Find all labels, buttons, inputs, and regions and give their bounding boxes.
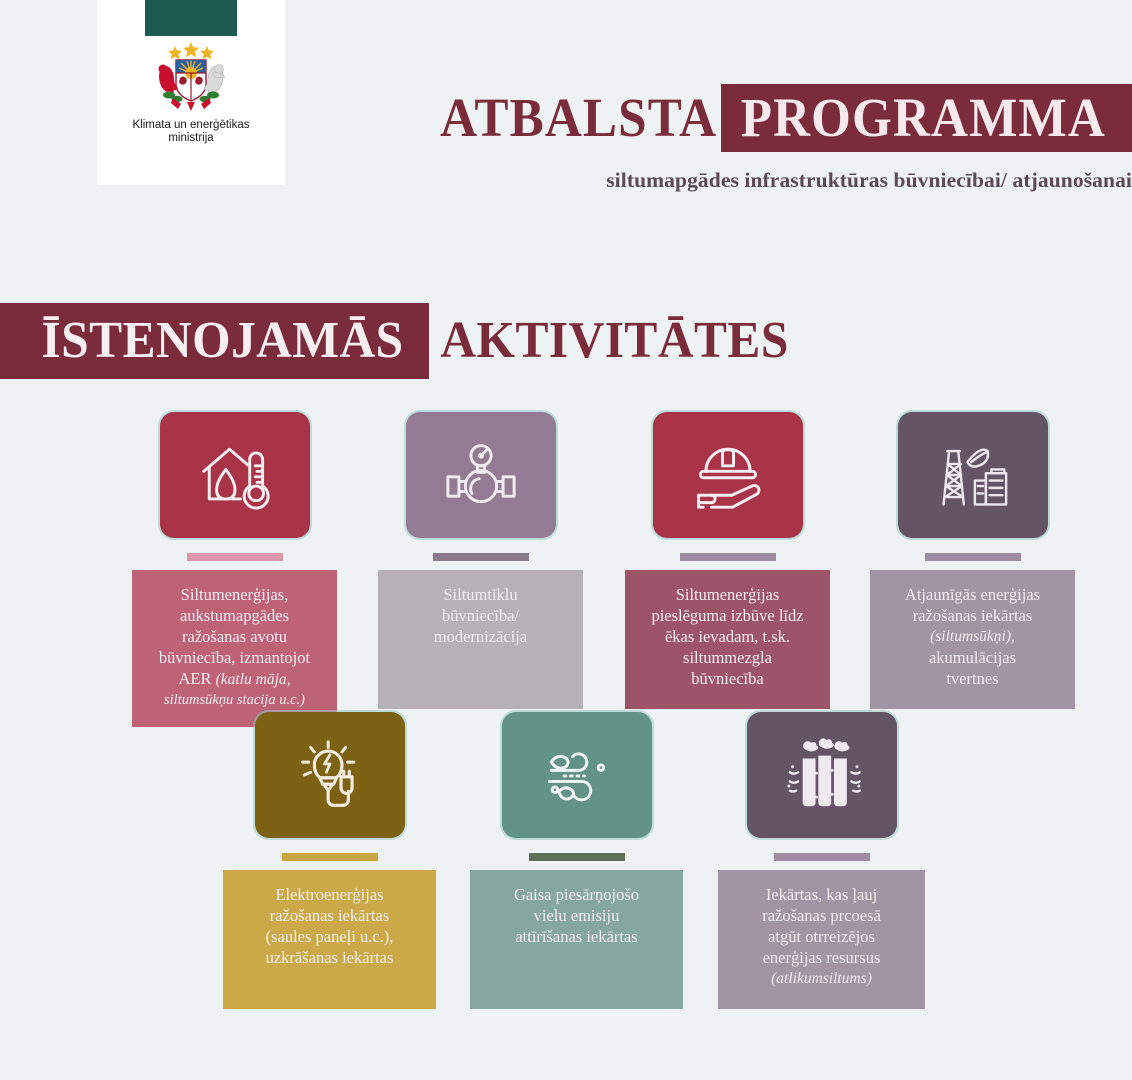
activity-card-text-line: Gaisa piesārņojošo xyxy=(513,885,640,904)
activity-card-text-line: būvniecība xyxy=(691,669,764,688)
activity-card-text-line: Atjaunīgās enerģijas xyxy=(904,585,1041,604)
card-divider-bar xyxy=(774,853,870,861)
activity-card-atjaunigas-energijas-iekartas[interactable] xyxy=(870,412,1075,709)
activity-card-text xyxy=(718,870,925,1009)
activity-card-siltumenergijas-razosanas-avoti[interactable] xyxy=(132,412,337,727)
activity-icon-tile xyxy=(160,412,310,538)
pipe-valve-gauge-icon xyxy=(435,429,527,521)
header xyxy=(0,0,1132,215)
power-tower-leaf-factory-icon xyxy=(927,429,1019,521)
activity-card-text-line: atgūt otrreizējos xyxy=(768,927,875,946)
activity-cards xyxy=(0,412,1132,1012)
ministry-logo-caption xyxy=(111,119,271,145)
activity-card-text-line: vielu emisiju xyxy=(533,906,620,925)
activity-card-text-line: enerģijas resursus xyxy=(762,948,881,967)
subtitle: siltumapgādes infrastruktūras būvniecībai/ atjaunošanai xyxy=(606,168,1132,192)
title-block xyxy=(410,84,1132,214)
activity-icon-tile xyxy=(747,712,897,838)
hardhat-on-hand-icon xyxy=(682,429,774,521)
activity-card-text-line: akumulācijas xyxy=(928,648,1017,667)
activity-card-text-line: ražošanas iekārtas xyxy=(912,606,1033,625)
latvian-coat-of-arms-icon xyxy=(143,40,239,114)
ministry-name-line2: ministrija xyxy=(168,132,214,144)
activity-card-text-line: Siltumenerģijas, xyxy=(180,585,289,604)
activity-card-text-line: Siltumtīklu xyxy=(443,585,518,604)
section-heading xyxy=(0,303,808,379)
activity-cards-row-1 xyxy=(0,412,1132,712)
activity-icon-tile xyxy=(406,412,556,538)
activity-card-text-line: ražošanas iekārtas xyxy=(269,906,390,925)
activity-card-text xyxy=(378,570,583,709)
activity-card-text-line: AER (katlu māja, xyxy=(178,669,291,688)
activity-card-text xyxy=(870,570,1075,709)
smokestacks-icon xyxy=(776,729,868,821)
activity-card-text-line: pieslēguma izbūve līdz xyxy=(651,606,804,625)
activity-icon-tile xyxy=(502,712,652,838)
activity-card-text-line: būvniecība, izmantojot xyxy=(158,648,311,667)
bulb-bolt-plug-icon xyxy=(284,729,376,821)
activity-card-text-line: attīrīšanas iekārtas xyxy=(515,927,638,946)
card-divider-bar xyxy=(925,553,1021,561)
activity-card-text-line: siltumsūkņu stacija u.c.) xyxy=(164,692,305,708)
activity-card-text-line: uzkrāšanas iekārtas xyxy=(265,948,394,967)
activity-card-text-line: ražošanas prcoesā xyxy=(762,906,881,925)
card-divider-bar xyxy=(282,853,378,861)
activity-card-text-line: ēkas ievadam, t.sk. xyxy=(664,627,791,646)
main-title xyxy=(410,84,1132,152)
ministry-name-line1: Klimata un enerģētikas xyxy=(132,119,250,131)
logo-green-bar xyxy=(145,0,237,36)
activity-card-text-line: (atlikumsiltums) xyxy=(771,970,872,987)
activity-card-text-note: (katlu māja, xyxy=(215,671,291,688)
activity-card-text xyxy=(223,870,436,1009)
activity-card-elektroenergijas-iekartas[interactable] xyxy=(223,712,436,1009)
activity-card-text-line: ražošanas avotu xyxy=(182,627,287,646)
activity-card-text-line: Elektroenerģijas xyxy=(275,885,384,904)
activity-card-gaisa-attirisanas-iekartas[interactable] xyxy=(470,712,683,1009)
activity-icon-tile xyxy=(898,412,1048,538)
air-wind-leaves-icon xyxy=(531,729,623,821)
section-heading-highlight-box xyxy=(0,303,429,379)
card-divider-bar xyxy=(187,553,283,561)
activity-icon-tile xyxy=(255,712,405,838)
activity-card-text xyxy=(470,870,683,1009)
house-thermometer-icon xyxy=(189,429,281,521)
activity-icon-tile xyxy=(653,412,803,538)
activity-card-text-line: būvniecība/ xyxy=(442,606,519,625)
ministry-logo-card xyxy=(97,0,285,185)
card-divider-bar xyxy=(433,553,529,561)
card-divider-bar xyxy=(680,553,776,561)
activity-cards-row-2 xyxy=(0,712,1132,1012)
activity-card-siltumenergijas-pieslegums[interactable] xyxy=(625,412,830,709)
section-heading-rest-text: AKTIVITĀTES xyxy=(440,312,789,369)
section-heading-highlight-text: ĪSTENOJAMĀS xyxy=(41,312,404,369)
activity-card-text-line: Siltumenerģijas xyxy=(675,585,780,604)
activity-card-text-line: (saules paneļi u.c.), xyxy=(265,927,394,946)
activity-card-text-line: tvertnes xyxy=(946,669,999,688)
activity-card-text xyxy=(625,570,830,709)
activity-card-text-line: aukstumapgādes xyxy=(179,606,290,625)
activity-card-text-line: (siltumsūkņi), xyxy=(930,628,1015,645)
card-divider-bar xyxy=(529,853,625,861)
activity-card-text-line: siltummezgla xyxy=(683,648,772,667)
title-word-programma: PROGRAMMA xyxy=(741,87,1107,148)
activity-card-text-line: Iekārtas, kas ļauj xyxy=(765,885,878,904)
activity-card-text xyxy=(132,570,337,727)
title-highlight-box xyxy=(721,84,1132,152)
activity-card-siltumtiklu-buvnieciba[interactable] xyxy=(378,412,583,709)
title-word-atbalsta: ATBALSTA xyxy=(440,87,718,148)
activity-card-text-line: modernizācija xyxy=(433,627,528,646)
activity-card-otrreizejo-resursu-iekartas[interactable] xyxy=(718,712,925,1009)
